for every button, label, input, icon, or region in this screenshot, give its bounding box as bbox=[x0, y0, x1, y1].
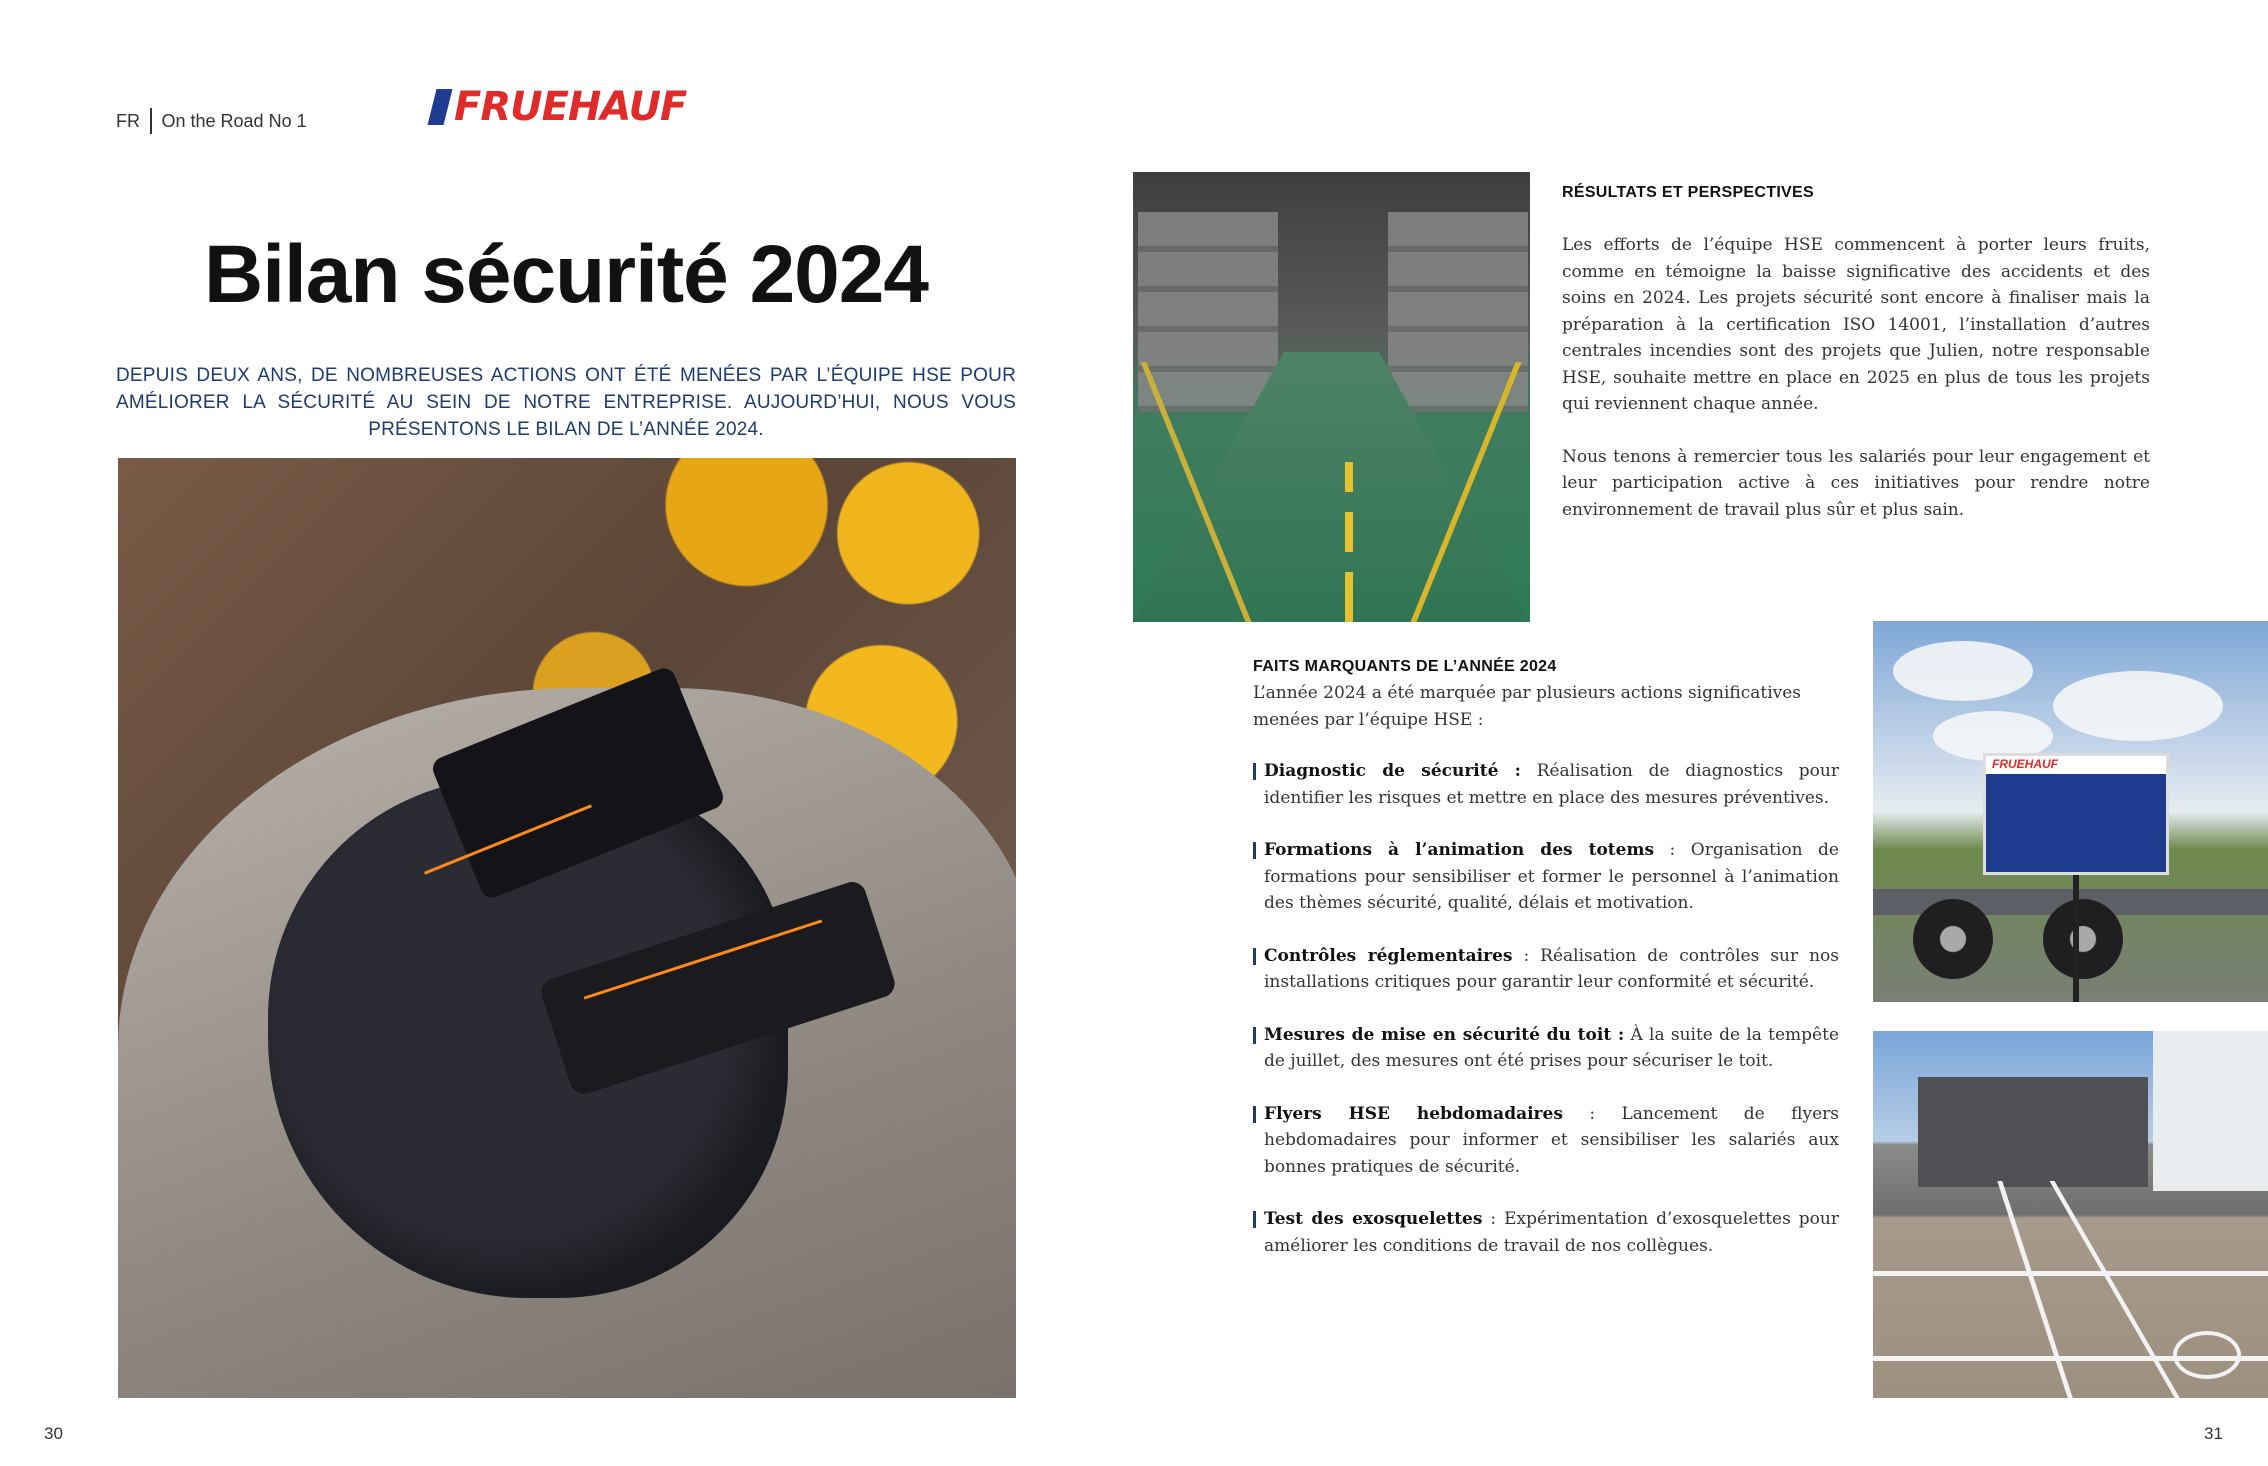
cloud bbox=[2053, 671, 2223, 741]
safety-totem-photo bbox=[1873, 621, 2268, 1002]
parking-line bbox=[1997, 1181, 2073, 1398]
highlights-list bbox=[1253, 758, 1839, 1285]
exoskeleton-photo bbox=[118, 458, 1016, 1398]
logo-text: FRUEHAUF bbox=[454, 84, 687, 130]
item-title: Diagnostic de sécurité : bbox=[1264, 761, 1521, 781]
list-item bbox=[1253, 1101, 1839, 1181]
trailer-wheel bbox=[2043, 899, 2123, 979]
highlights-heading: FAITS MARQUANTS DE L’ANNÉE 2024 bbox=[1253, 658, 1557, 675]
page-header bbox=[116, 108, 307, 134]
logo-mark-icon bbox=[428, 89, 453, 125]
lane-marking bbox=[1345, 512, 1353, 552]
results-body bbox=[1562, 232, 2150, 549]
white-wall bbox=[2153, 1031, 2268, 1191]
list-bullet bbox=[1253, 1106, 1256, 1123]
issue-label: On the Road No 1 bbox=[161, 110, 307, 131]
item-text: : Lancement de flyers hebdomadaires pour informer et sensibiliser les salariés aux bonnes pratiques de sécurité. bbox=[1264, 1103, 1839, 1177]
list-item bbox=[1253, 758, 1839, 811]
item-title: Flyers HSE hebdomadaires bbox=[1264, 1103, 1563, 1124]
item-text: À la suite de la tempête de juillet, des mesures ont été prises pour sécuriser le toit. bbox=[1264, 1024, 1839, 1071]
item-text: : Expérimentation d’exosquelettes pour améliorer les conditions de travail de nos collègues. bbox=[1264, 1209, 1839, 1256]
lane-marking bbox=[1345, 462, 1353, 492]
parking-line bbox=[1873, 1271, 2268, 1276]
parking-line bbox=[2049, 1181, 2181, 1398]
item-text: Réalisation de diagnostics pour identifier les risques et mettre en place des mesures préventives. bbox=[1264, 761, 1839, 808]
page-title: Bilan sécurité 2024 bbox=[204, 229, 928, 320]
list-item bbox=[1253, 1206, 1839, 1259]
trailer-wheel bbox=[1913, 899, 1993, 979]
storage-rack bbox=[1138, 212, 1278, 412]
page-number-left: 30 bbox=[44, 1424, 63, 1443]
list-bullet bbox=[1253, 948, 1256, 965]
page-number-right: 31 bbox=[2204, 1424, 2223, 1443]
list-bullet bbox=[1253, 763, 1256, 780]
board-brand: FRUEHAUF bbox=[1992, 757, 2058, 771]
list-item bbox=[1253, 943, 1839, 996]
results-heading: RÉSULTATS ET PERSPECTIVES bbox=[1562, 184, 1814, 201]
results-paragraph: Les efforts de l’équipe HSE commencent à porter leurs fruits, comme en témoigne la baisse significative des accidents et des soins en 2024. Les projets sécurité sont encore à finaliser mais la préparation à la certification ISO 14001, l’installation d’autres centrales incendies sont des projets que Julien, notre responsable HSE, souhaite mettre en place en 2025 en plus de tous les projets qui reviennent chaque année. bbox=[1562, 235, 2150, 414]
header-divider bbox=[150, 108, 152, 134]
highlights-intro: L’année 2024 a été marquée par plusieurs actions significatives menées par l’équipe HSE : bbox=[1253, 683, 1802, 730]
item-title: Formations à l’animation des totems bbox=[1264, 840, 1655, 860]
factory-aisle-photo bbox=[1133, 172, 1530, 622]
item-title: Contrôles réglementaires bbox=[1264, 945, 1513, 966]
results-paragraph: Nous tenons à remercier tous les salariés pour leur engagement et leur participation active à ces initiatives pour rendre notre environnement de travail plus sûr et plus sain. bbox=[1562, 446, 2150, 520]
language-label: FR bbox=[116, 110, 140, 131]
list-bullet bbox=[1253, 1211, 1256, 1228]
warehouse-building bbox=[1918, 1077, 2148, 1187]
fruehauf-logo bbox=[432, 86, 686, 128]
item-title: Mesures de mise en sécurité du toit : bbox=[1264, 1024, 1625, 1045]
sign-pole bbox=[2073, 866, 2079, 1002]
list-bullet bbox=[1253, 1027, 1256, 1044]
list-bullet bbox=[1253, 842, 1256, 859]
cloud bbox=[1893, 641, 2033, 701]
parking-lot-photo bbox=[1873, 1031, 2268, 1398]
intro-text: DEPUIS DEUX ANS, DE NOMBREUSES ACTIONS ONT ÉTÉ MENÉES PAR L’ÉQUIPE HSE POUR AMÉLIORER LA SÉCURITÉ AU SEIN DE NOTRE ENTREPRISE. AUJOURD’HUI, NOUS VOUS PRÉSENTONS LE BILAN DE L’ANNÉE 2024. bbox=[116, 365, 1016, 440]
safety-board bbox=[1983, 753, 2169, 875]
list-item bbox=[1253, 837, 1839, 917]
accessible-parking-icon bbox=[2173, 1331, 2241, 1379]
item-text: : Réalisation de contrôles sur nos installations critiques pour garantir leur conformité et sécurité. bbox=[1264, 945, 1840, 992]
lane-marking bbox=[1345, 572, 1353, 622]
item-title: Test des exosquelettes bbox=[1264, 1209, 1483, 1229]
list-item bbox=[1253, 1022, 1839, 1075]
item-text: : Organisation de formations pour sensibiliser et former le personnel à l’animation des thèmes sécurité, qualité, délais et motivation. bbox=[1264, 840, 1839, 913]
